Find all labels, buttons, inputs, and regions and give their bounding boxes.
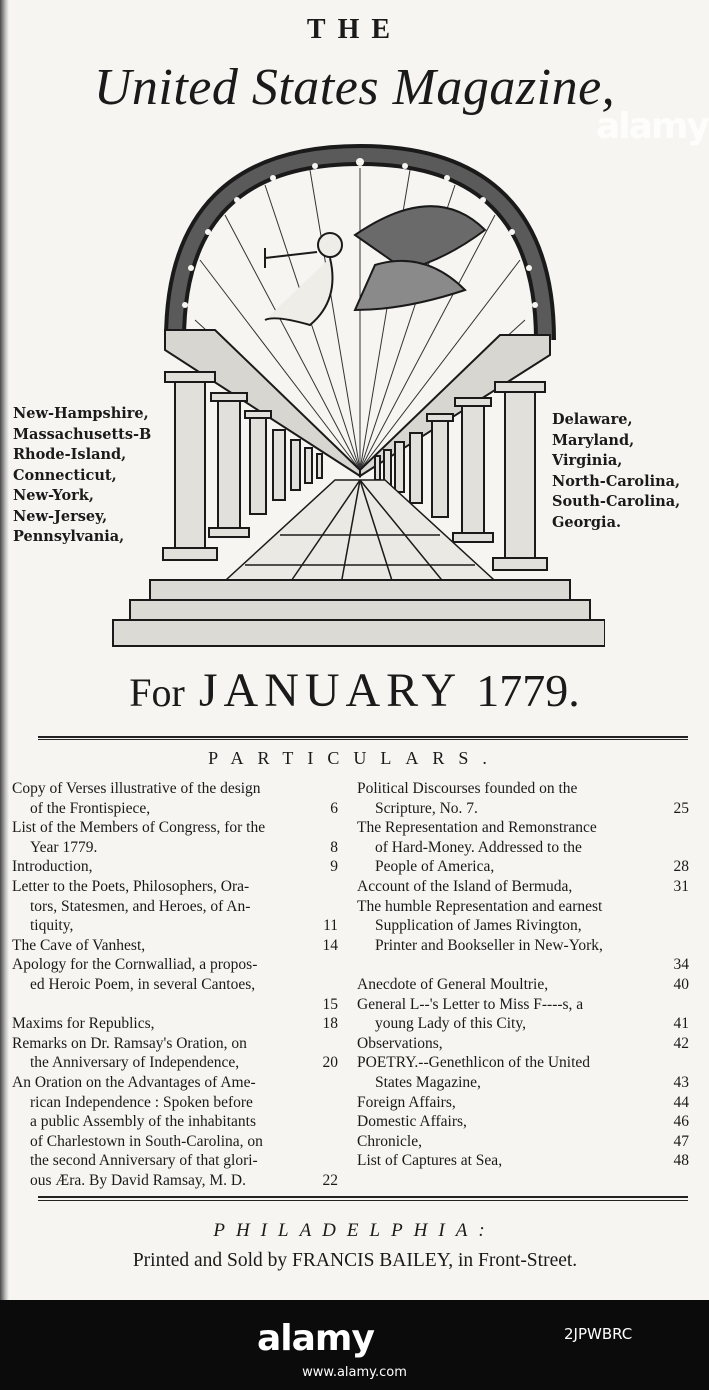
contents-entry-text: Apology for the Cornwalliad, a propos-	[12, 956, 258, 974]
contents-page-number: 18	[322, 1015, 338, 1033]
contents-page-number: 46	[673, 1113, 689, 1131]
contents-entry-text: Printer and Bookseller in New-York,	[375, 936, 603, 954]
contents-entry-text: Anecdote of General Moultrie,	[357, 975, 549, 993]
contents-entry	[357, 1132, 689, 1152]
contents-entry	[357, 1112, 689, 1132]
contents-page-number: 44	[673, 1093, 689, 1111]
contents-page-number: 28	[673, 858, 689, 876]
contents-column-right	[357, 779, 689, 1171]
contents-entry	[12, 955, 338, 1014]
masthead-article: THE	[306, 14, 403, 45]
contents-entry-text: Introduction,	[12, 858, 93, 876]
state-name: New-York,	[13, 487, 94, 504]
state-name: New-Jersey,	[13, 507, 108, 525]
contents-entry-text: of Charlestown in South-Carolina, on	[30, 1132, 263, 1150]
contents-entry-text: Observations,	[357, 1034, 443, 1052]
contents-entry-text: The Cave of Vanhest,	[12, 936, 146, 954]
contents-entry	[12, 1034, 338, 1073]
contents-entry	[12, 818, 338, 857]
contents-page-number: 41	[673, 1015, 689, 1033]
contents-entry-text: Copy of Verses illustrative of the design	[12, 780, 261, 797]
issue-for: For	[129, 670, 185, 715]
contents-entry-text: Supplication of James Rivington,	[375, 917, 582, 935]
steps	[113, 580, 605, 646]
stock-url: www.alamy.com	[302, 1365, 407, 1380]
contents-entry-text: People of America,	[375, 858, 495, 876]
contents-entry	[357, 779, 689, 818]
contents-page-number: 22	[322, 1171, 338, 1189]
contents-page-number: 48	[673, 1152, 689, 1170]
contents-page-number: 9	[330, 858, 338, 876]
footer-rule-thin	[38, 1200, 688, 1201]
contents-entry-text: the Anniversary of Independence,	[30, 1054, 240, 1072]
contents-entry-text: Political Discourses founded on the	[357, 780, 578, 797]
contents-entry	[357, 995, 689, 1034]
contents-entry	[12, 1073, 338, 1191]
contents-entry-text: the second Anniversary of that glori-	[30, 1152, 258, 1170]
state-name: Virginia,	[552, 452, 623, 469]
contents-entry-text: tiquity,	[30, 917, 74, 935]
contents-entry-text: young Lady of this City,	[375, 1015, 526, 1033]
contents-page-number: 6	[330, 799, 338, 817]
contents-entry-text: Domestic Affairs,	[357, 1113, 467, 1131]
contents-entry-text: Remarks on Dr. Ramsay's Oration, on	[12, 1034, 247, 1052]
contents-entry-text: The Representation and Remonstrance	[357, 819, 597, 837]
contents-entry-text: of the Frontispiece,	[30, 799, 151, 817]
state-name: Maryland,	[552, 431, 635, 449]
contents-page-number: 20	[322, 1054, 338, 1072]
contents-entry-text: Scripture, No. 7.	[375, 799, 478, 817]
contents-entry-text: List of the Members of Congress, for the	[12, 819, 266, 837]
contents-page-number: 42	[673, 1034, 689, 1052]
contents-entry-text: ous Æra. By David Ramsay, M. D.	[30, 1171, 246, 1189]
contents-entry-text: POETRY.--Genethlicon of the United	[357, 1054, 591, 1072]
state-name: North-Carolina,	[552, 472, 681, 490]
contents-page-number: 11	[323, 917, 338, 935]
issue-date	[0, 663, 709, 718]
issue-month: JANUARY	[198, 664, 463, 717]
contents-page-number: 43	[673, 1073, 689, 1091]
contents-entry	[357, 1093, 689, 1113]
contents-entry-text: Year 1779.	[30, 838, 98, 856]
state-name: Massachusetts-B	[13, 425, 152, 443]
contents-page-number: 47	[673, 1132, 689, 1150]
contents-entry-text: ed Heroic Poem, in several Cantoes,	[30, 975, 256, 993]
watermark-logo: alamy	[596, 106, 708, 147]
issue-year: 1779.	[476, 665, 580, 716]
contents-entry-text: of Hard-Money. Addressed to the	[375, 838, 582, 856]
contents-entry-text: Maxims for Republics,	[12, 1015, 155, 1033]
contents-entry-text: Letter to the Poets, Philosophers, Ora-	[12, 877, 250, 895]
contents-entry-text: Chronicle,	[357, 1132, 422, 1150]
contents-page-number: 40	[673, 975, 689, 993]
contents-entry	[357, 897, 689, 975]
imprint-place: PHILADELPHIA:	[213, 1220, 496, 1241]
contents-entry	[357, 1034, 689, 1054]
trumpeting-angel	[265, 206, 485, 325]
contents-entry	[357, 1053, 689, 1092]
divider-rule-thin	[38, 739, 688, 740]
divider-rule	[38, 736, 688, 738]
contents-entry-text: An Oration on the Advantages of Ame-	[12, 1073, 256, 1091]
state-name: Delaware,	[552, 411, 633, 428]
page-binding-edge	[0, 0, 9, 1300]
contents-entry-text: Account of the Island of Bermuda,	[357, 877, 573, 895]
contents-entry	[12, 877, 338, 936]
imprint-line: Printed and Sold by FRANCIS BAILEY, in Front-Street.	[132, 1250, 578, 1271]
contents-entry	[12, 779, 338, 818]
contents-entry-text: The humble Representation and earnest	[357, 897, 603, 915]
stock-image-id: 2JPWBRC	[564, 1325, 633, 1343]
state-name: Connecticut,	[13, 466, 117, 484]
contents-entry	[12, 857, 338, 877]
state-name: Rhode-Island,	[13, 446, 127, 463]
contents-page-number: 31	[673, 877, 689, 895]
particulars-heading: PARTICULARS.	[208, 748, 501, 768]
contents-entry-text: Foreign Affairs,	[357, 1093, 456, 1111]
state-name: Pennsylvania,	[13, 528, 125, 545]
contents-page-number: 8	[330, 838, 338, 856]
contents-entry-text: States Magazine,	[375, 1073, 481, 1091]
frontispiece-engraving	[105, 140, 605, 665]
contents-entry	[12, 936, 338, 956]
contents-entry	[357, 877, 689, 897]
contents-page-number: 25	[673, 799, 689, 817]
contents-entry-text: tors, Statesmen, and Heroes, of An-	[30, 897, 251, 915]
state-name: South-Carolina,	[552, 493, 681, 510]
contents-entry	[357, 1151, 689, 1171]
contents-column-left	[12, 779, 338, 1190]
contents-page-number: 15	[322, 995, 338, 1013]
contents-entry-text: a public Assembly of the inhabitants	[30, 1113, 257, 1131]
contents-entry-text: List of Captures at Sea,	[357, 1152, 503, 1170]
stock-logo: alamy	[257, 1318, 374, 1359]
state-name: New-Hampshire,	[13, 405, 149, 422]
contents-entry	[12, 1014, 338, 1034]
footer-rule	[38, 1196, 688, 1198]
magazine-title: United States Magazine,	[93, 59, 616, 116]
state-name: Georgia.	[552, 513, 622, 531]
contents-entry	[357, 818, 689, 877]
contents-entry	[357, 975, 689, 995]
contents-page-number: 14	[322, 936, 338, 954]
contents-entry-text: rican Independence : Spoken before	[30, 1093, 253, 1111]
contents-page-number: 34	[673, 956, 689, 974]
contents-entry-text: General L--'s Letter to Miss F----s, a	[357, 995, 584, 1013]
